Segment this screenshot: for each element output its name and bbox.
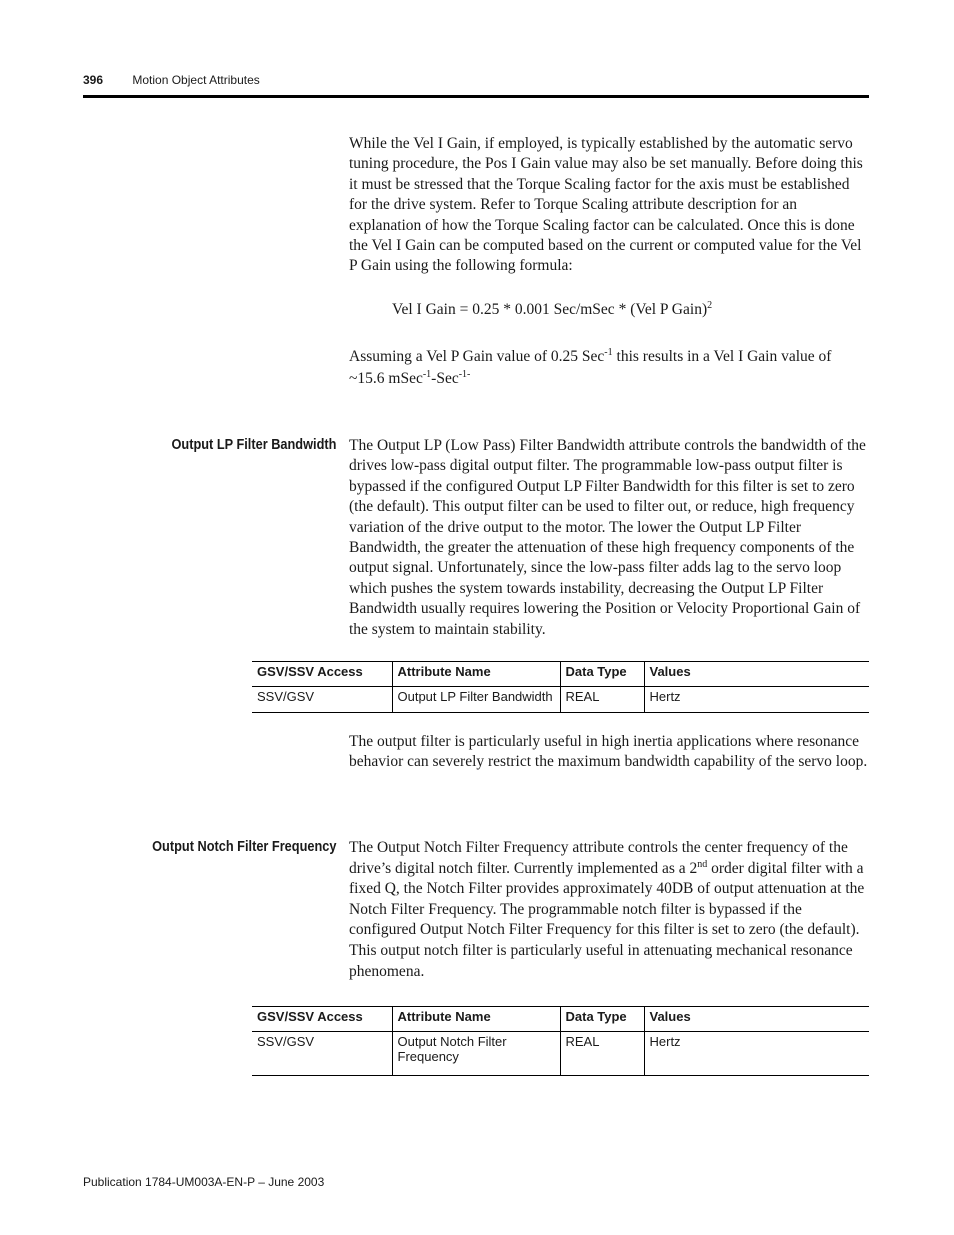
cell-attribute: Output LP Filter Bandwidth — [392, 687, 560, 713]
assumption-paragraph: Assuming a Vel P Gain value of 0.25 Sec$^{-1}$ this results in a Vel I Gain value of ~15.6 mSec$^{-1}$-Sec$^{-1-}$ — [349, 347, 832, 387]
publication-footer: Publication 1784-UM003A-EN-P – June 2003 — [83, 1175, 325, 1189]
col-header-access: GSV/SSV Access — [252, 1007, 392, 1032]
section-title: Motion Object Attributes — [132, 73, 260, 87]
cell-type: REAL — [560, 687, 644, 713]
notch-filter-paragraph: The Output Notch Filter Frequency attribute controls the center frequency of the drive’s digital notch filter. Currently implemented as a 2nd order digital filter with a fixed Q, the Notch Filter provides approximately 40DB of output attenuation at the Notch Filter Frequency. The programmable notch filter is bypassed if the configured Output Notch Filter Frequency for this filter is set to zero (the default). This output notch filter is particularly useful in attenuating mechanical resonance phenomena. — [349, 839, 865, 980]
lp-filter-attribute-table — [252, 661, 869, 713]
col-header-type: Data Type — [560, 662, 644, 687]
col-header-attribute: Attribute Name — [392, 662, 560, 687]
lp-filter-paragraph: The Output LP (Low Pass) Filter Bandwidth attribute controls the bandwidth of the drives low-pass digital output filter. The programmable low-pass output filter is bypassed if the configured Output LP Filter Bandwidth for this filter is set to zero (the default). This output filter can be used to filter out, or reduce, high frequency variation of the drive output to the motor. The lower the Output LP Filter Bandwidth, the greater the attenuation of these high frequency components of the output signal. Unfortunately, since the low-pass filter adds lag to the servo loop which pushes the system towards instability, decreasing the Output LP Filter Bandwidth usually requires lowering the Position or Velocity Proportional Gain of the system to maintain stability. — [349, 437, 866, 638]
cell-attribute: Output Notch Filter Frequency — [392, 1032, 560, 1076]
table-header-row — [252, 1007, 869, 1032]
cell-values: Hertz — [644, 687, 869, 713]
intro-paragraph: While the Vel I Gain, if employed, is typically established by the automatic servo tuning procedure, the Pos I Gain value may also be set manually. Before doing this it must be stressed that the Torque Scaling factor for the axis must be established for the drive system. Refer to Torque Scaling attribute description for an explanation of how the Torque Scaling factor can be calculated. Once this is done the Vel I Gain can be computed based on the current or computed value for the Vel P Gain using the following formula: — [349, 135, 863, 275]
table-row — [252, 1032, 869, 1076]
section-heading-lp-filter: Output LP Filter Bandwidth — [171, 437, 336, 453]
col-header-access: GSV/SSV Access — [252, 662, 392, 687]
page-number: 396 — [83, 73, 104, 87]
col-header-attribute: Attribute Name — [392, 1007, 560, 1032]
cell-access: SSV/GSV — [252, 1032, 392, 1076]
table-header-row — [252, 662, 869, 687]
notch-filter-attribute-table — [252, 1006, 869, 1076]
header-rule — [83, 95, 869, 98]
section-heading-notch-filter: Output Notch Filter Frequency — [151, 839, 336, 855]
vel-i-gain-formula: Vel I Gain = 0.25 * 0.001 Sec/mSec * (Vel P Gain)$^2$ — [392, 300, 713, 318]
col-header-values: Values — [644, 662, 869, 687]
cell-access: SSV/GSV — [252, 687, 392, 713]
cell-values: Hertz — [644, 1032, 869, 1076]
lp-filter-note: The output filter is particularly useful in high inertia applications where resonance behavior can severely restrict the maximum bandwidth capability of the servo loop. — [349, 733, 868, 771]
running-header — [83, 73, 260, 87]
col-header-values: Values — [644, 1007, 869, 1032]
cell-type: REAL — [560, 1032, 644, 1076]
table-row — [252, 687, 869, 713]
col-header-type: Data Type — [560, 1007, 644, 1032]
